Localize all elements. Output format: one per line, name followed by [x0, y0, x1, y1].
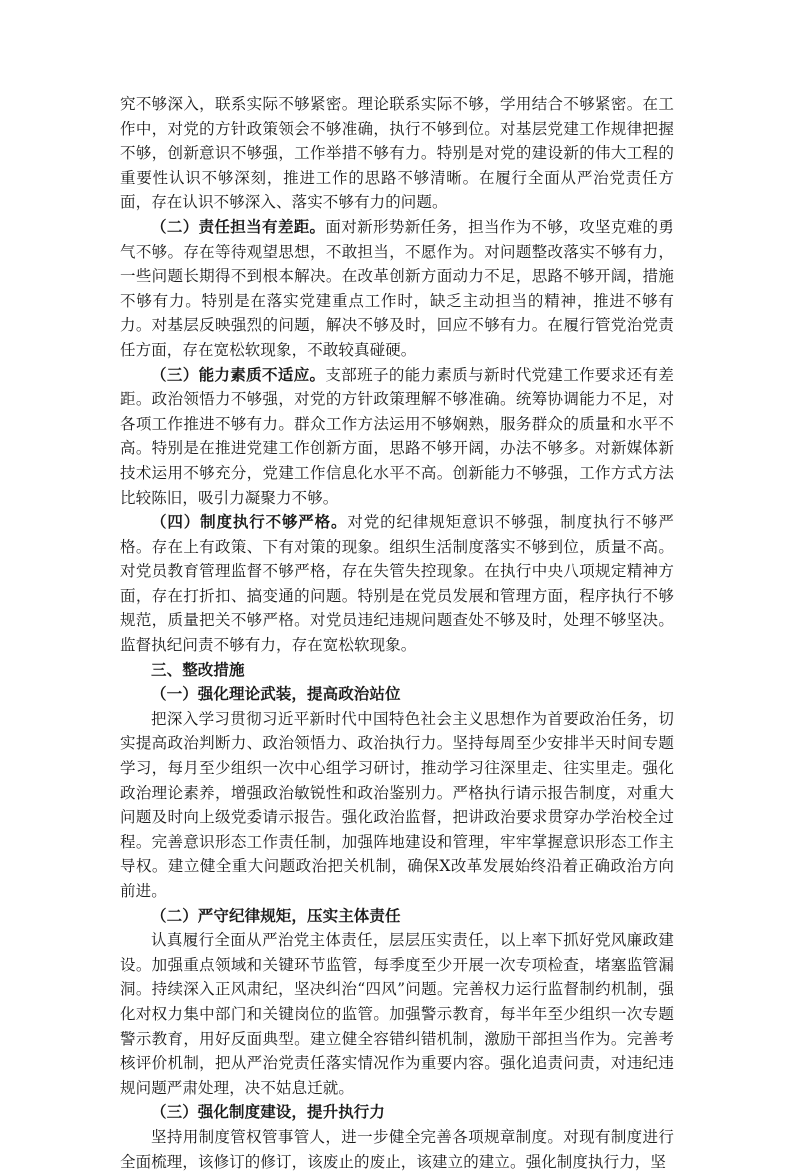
measure-heading: （一）强化理论武装，提高政治站位 — [151, 684, 401, 704]
measure-paragraph: 把深入学习贯彻习近平新时代中国特色社会主义思想作为首要政治任务，切实提高政治判断力、政治领悟力、政治执行力。坚持每周至少安排半天时间专题学习，每月至少组织一次中心组学习研讨，推动学习往深里走、往实里走。强化政治理论素养，增强政治敏锐性和政治鉴别力。严格执行请示报告制度，对重大问题及时向上级党委请示报告。强化政治监督，把讲政治要求贯穿办学治校全过程。完善意识形态工作责任制，加强阵地建设和管理，牢牢掌握意识形态工作主导权。建立健全重大问题政治把关机制，确保X改革发展始终沿着正确政治方向前进。 — [120, 709, 674, 900]
measure-paragraph: 认真履行全面从严治党主体责任，层层压实责任，以上率下抓好党风廉政建设。加强重点领域和关键环节监管，每季度至少开展一次专项检查，堵塞监管漏洞。持续深入正风肃纪，坚决纠治“四风”问题。完善权力运行监督制约机制，强化对权力集中部门和关键岗位的监管。加强警示教育，每半年至少组织一次专题警示教育，用好反面典型。建立健全容错纠错机制，激励干部担当作为。完善考核评价机制，把从严治党责任落实情况作为重要内容。强化追责问责，对违纪违规问题严肃处理，决不姑息迁就。 — [120, 931, 674, 1097]
measure-paragraph: 坚持用制度管权管事管人，进一步健全完善各项规章制度。对现有制度进行全面梳理，该修订的修订，该废止的废止，该建立的建立。强化制度执行力，坚 — [120, 1127, 674, 1171]
paragraph-continuation: 究不够深入，联系实际不够紧密。理论联系实际不够，学用结合不够紧密。在工作中，对党的方针政策领会不够准确，执行不够到位。对基层党建工作规律把握不够，创新意识不够强，工作举措不够有力。特别是对党的建设新的伟大工程的重要性认识不够深刻，推进工作的思路不够清晰。在履行全面从严治党责任方面，存在认识不够深入、落实不够有力的问题。 — [120, 95, 674, 212]
document-body — [120, 92, 674, 1174]
paragraph-institution — [120, 510, 674, 658]
measure-heading: （三）强化制度建设，提升执行力 — [151, 1102, 386, 1122]
paragraph-text: 对党的纪律规矩意识不够强，制度执行不够严格。存在上有政策、下有对策的现象。组织生活制度落实不够到位，质量不高。对党员教育管理监督不够严格，存在失管失控现象。在执行中央八项规定精神方面，存在打折扣、搞变通的问题。特别是在党员发展和管理方面，程序执行不够规范，质量把关不够严格。对党员违纪违规问题查处不够及时，处理不够坚决。监督执纪问责不够有力，存在宽松软现象。 — [120, 513, 674, 655]
paragraph-responsibility — [120, 215, 674, 363]
paragraph-text: 支部班子的能力素质与新时代党建工作要求还有差距。政治领悟力不够强，对党的方针政策理解不够准确。统筹协调能力不足，对各项工作推进不够有力。群众工作方法运用不够娴熟，服务群众的质量和水平不高。特别是在推进党建工作创新方面，思路不够开阔，办法不够多。对新媒体新技术运用不够充分，党建工作信息化水平不高。创新能力不够强，工作方式方法比较陈旧，吸引力凝聚力不够。 — [120, 365, 674, 507]
paragraph-lead: （二）责任担当有差距。 — [151, 216, 326, 236]
paragraph-lead: （三）能力素质不适应。 — [151, 364, 326, 384]
paragraph-capability — [120, 363, 674, 511]
paragraph-text: 面对新形势新任务，担当作为不够，攻坚克难的勇气不够。存在等待观望思想，不敢担当，不愿作为。对问题整改落实不够有力，一些问题长期得不到根本解决。在改革创新方面动力不足，思路不够开阔，措施不够有力。特别是在落实党建重点工作时，缺乏主动担当的精神，推进不够有力。对基层反映强烈的问题，解决不够及时，回应不够有力。在履行管党治党责任方面，存在宽松软现象，不敢较真碰硬。 — [120, 217, 674, 359]
paragraph-lead: （四）制度执行不够严格。 — [151, 512, 348, 532]
section-heading: 三、整改措施 — [151, 659, 245, 679]
measure-heading: （二）严守纪律规矩，压实主体责任 — [151, 905, 401, 925]
